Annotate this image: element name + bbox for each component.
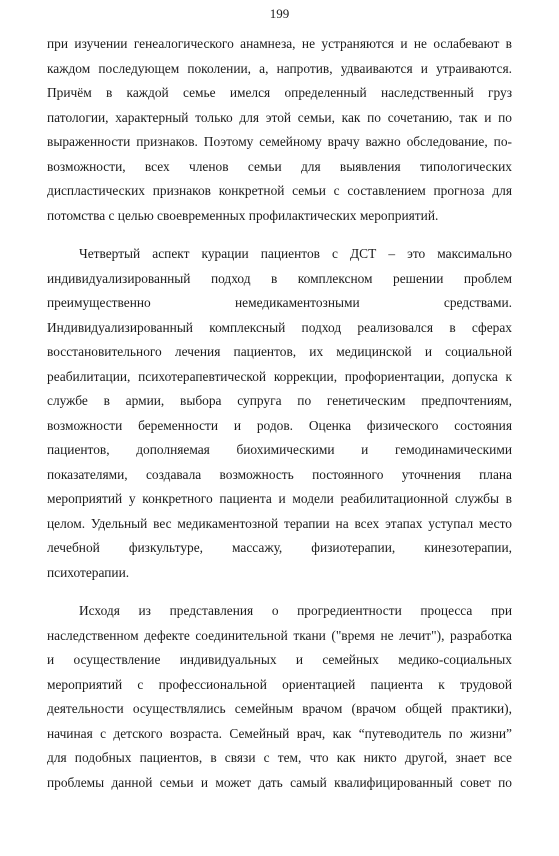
text-line: каждом последующем поколении, а, напротив, удваиваются и утраиваются. bbox=[47, 60, 512, 76]
text-line: преимущественно немедикаментозными средствами. bbox=[47, 295, 512, 310]
text-line: потомства с целью своевременных профилактических мероприятий. bbox=[47, 207, 439, 223]
text-line: при изучении генеалогического анамнеза, не устраняются и не ослабевают в bbox=[47, 36, 512, 51]
text-line: Четвертый аспект курации пациентов с ДСТ – это максимально bbox=[79, 246, 512, 261]
paragraph bbox=[47, 32, 512, 228]
text-line: лечебной физкультуре, массажу, физиотерапии, кинезотерапии, bbox=[47, 540, 512, 555]
paragraph bbox=[47, 242, 512, 585]
text-line: реабилитации, психотерапевтической коррекции, профориентации, допуска к bbox=[47, 368, 512, 384]
text-line: проблемы данной семьи и может дать самый квалифицированный совет по bbox=[47, 774, 512, 790]
text-line: диспластических признаков конкретной семьи с составлением прогноза для bbox=[47, 183, 512, 198]
text-line: Исходя из представления о прогредиентности процесса при bbox=[79, 603, 512, 618]
text-line: индивидуализированный подход в комплексном решении проблем bbox=[47, 270, 512, 286]
text-line: начиная с детского возраста. Семейный врач, как “путеводитель по жизни” bbox=[47, 725, 512, 741]
text-line: целом. Удельный вес медикаментозной терапии на всех этапах уступал место bbox=[47, 515, 512, 531]
text-line: Причём в каждой семье имелся определенный наследственный груз bbox=[47, 85, 512, 100]
text-line: показателями, создавала возможность постоянного уточнения плана bbox=[47, 466, 512, 482]
text-line: пациентов, дополняемая биохимическими и гемодинамическими bbox=[47, 442, 512, 457]
text-line: психотерапии. bbox=[47, 564, 130, 580]
text-line: выраженности признаков. Поэтому семейному врачу важно обследование, по- bbox=[47, 134, 512, 149]
text-line: Индивидуализированный комплексный подход реализовался в сферах bbox=[47, 319, 512, 335]
page-number: 199 bbox=[269, 6, 290, 21]
text-line: патологии, характерный только для этой семьи, как по сочетанию, так и по bbox=[47, 109, 512, 125]
text-line: возможности, всех членов семьи для выявления типологических bbox=[47, 158, 512, 174]
text-line: и осуществление индивидуальных и семейных медико-социальных bbox=[47, 652, 512, 667]
text-line: мероприятий у конкретного пациента и модели реабилитационной службы в bbox=[47, 491, 512, 506]
text-line: возможности беременности и родов. Оценка физического состояния bbox=[47, 417, 512, 433]
paragraph bbox=[47, 599, 512, 795]
text-line: для подобных пациентов, в связи с тем, что как никто другой, знает все bbox=[47, 750, 512, 765]
text-line: наследственном дефекте соединительной ткани ("время не лечит"), разработка bbox=[47, 627, 512, 643]
text-line: восстановительного лечения пациентов, их медицинской и социальной bbox=[47, 344, 512, 359]
text-line: мероприятий с профессиональной ориентацией пациента к трудовой bbox=[47, 676, 512, 692]
text-line: деятельности осуществлялись семейным врачом (врачом общей практики), bbox=[47, 701, 512, 716]
text-line: службе в армии, выбора супруга по генетическим предпочтениям, bbox=[47, 393, 512, 408]
body-text bbox=[47, 32, 512, 795]
